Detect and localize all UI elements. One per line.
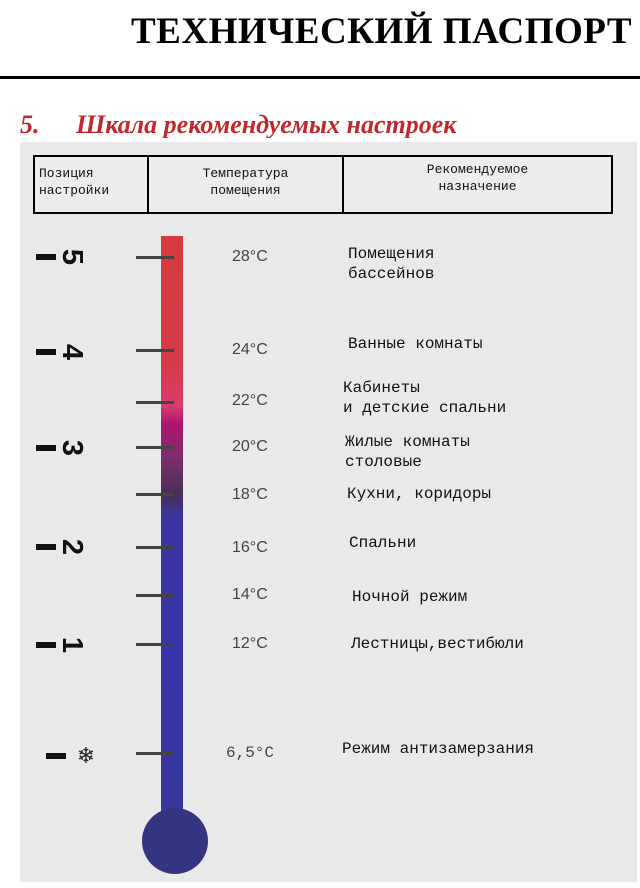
- position-label: 3: [56, 439, 89, 457]
- purpose-label: Кухни, коридоры: [347, 485, 492, 503]
- position-antifreeze: [46, 744, 98, 768]
- purpose-label: Помещения бассейнов: [348, 245, 435, 283]
- position-5: [36, 245, 89, 269]
- purpose-label: Жилые комнаты столовые: [345, 433, 470, 471]
- position-dash: [46, 753, 66, 759]
- section-heading: [20, 110, 640, 138]
- tick-6-5: [136, 752, 174, 755]
- document-title: ТЕХНИЧЕСКИЙ ПАСПОРТ: [131, 11, 632, 52]
- thermometer-bulb: [142, 808, 208, 874]
- purpose-label: Спальни: [349, 534, 417, 552]
- header-position: Позиция настройки: [35, 157, 149, 212]
- header-temperature: Температура помещения: [149, 157, 344, 212]
- position-1: [36, 633, 89, 657]
- temp-label: 20°C: [232, 438, 268, 455]
- tick-14: [136, 594, 174, 597]
- position-dash: [36, 445, 56, 451]
- position-label: 2: [56, 538, 89, 556]
- thermometer-tube: [161, 236, 183, 822]
- temp-label: 16°C: [232, 539, 268, 556]
- settings-scale-panel: [20, 142, 637, 882]
- tick-22: [136, 401, 174, 404]
- tick-24: [136, 349, 174, 352]
- temp-label: 28°C: [232, 248, 268, 265]
- temp-label: 14°C: [232, 586, 268, 603]
- position-dash: [36, 642, 56, 648]
- temp-label: 6,5°C: [226, 744, 275, 762]
- tick-12: [136, 643, 174, 646]
- tick-16: [136, 546, 174, 549]
- purpose-label: Ночной режим: [352, 588, 468, 606]
- snowflake-icon: ❄: [76, 743, 96, 769]
- position-3: [36, 436, 89, 460]
- purpose-label: Режим антизамерзания: [342, 740, 535, 758]
- temp-label: 18°C: [232, 486, 268, 503]
- position-2: [36, 535, 89, 559]
- temp-label: 22°C: [232, 392, 268, 409]
- title-divider: [0, 76, 640, 79]
- tick-28: [136, 256, 174, 259]
- position-dash: [36, 544, 56, 550]
- section-number: 5.: [20, 110, 40, 138]
- header-purpose: Рекомендуемое назначение: [426, 162, 529, 194]
- position-label: 4: [56, 343, 89, 361]
- tick-20: [136, 446, 174, 449]
- position-dash: [36, 349, 56, 355]
- purpose-label: Лестницы,вестибюли: [351, 635, 524, 653]
- tick-18: [136, 493, 174, 496]
- purpose-label: Кабинеты и детские спальни: [343, 379, 507, 417]
- temp-label: 12°C: [232, 635, 268, 652]
- position-label: 5: [56, 248, 89, 266]
- position-label: 1: [56, 636, 89, 654]
- position-4: [36, 340, 89, 364]
- position-dash: [36, 254, 56, 260]
- temp-label: 24°C: [232, 341, 268, 358]
- purpose-label: Ванные комнаты: [348, 335, 483, 353]
- section-title: Шкала рекомендуемых настроек: [76, 110, 457, 138]
- table-header: [33, 155, 613, 214]
